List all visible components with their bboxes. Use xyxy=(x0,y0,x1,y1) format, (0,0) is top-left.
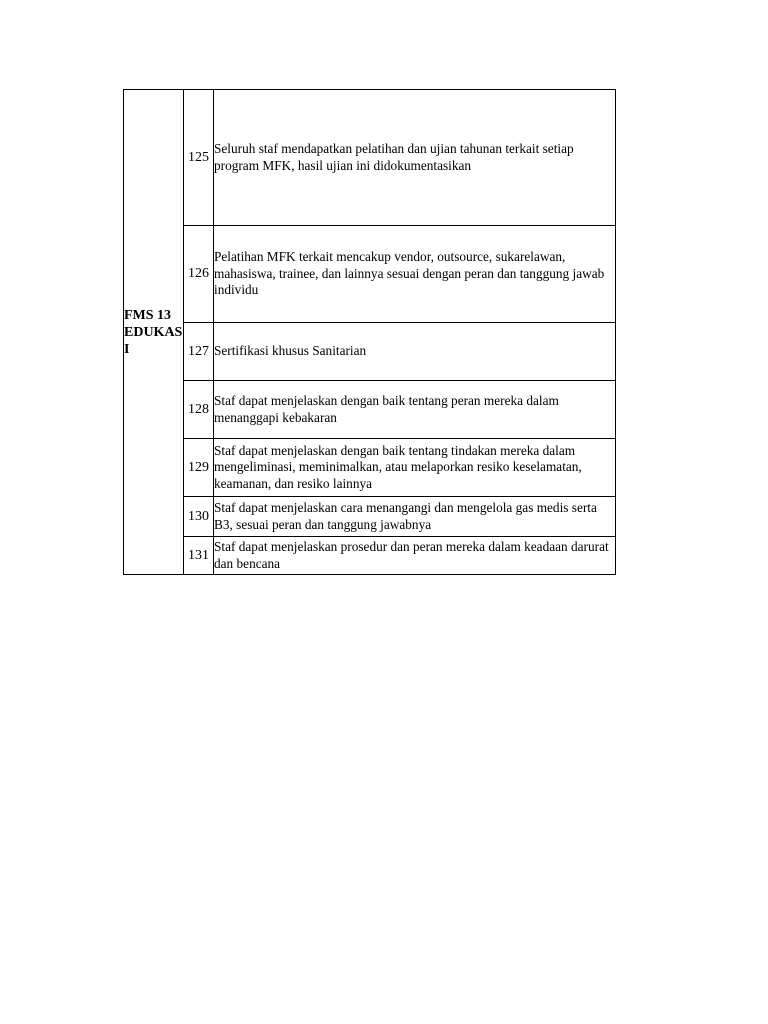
table-row xyxy=(124,439,616,497)
table-row xyxy=(124,497,616,537)
row-number: 130 xyxy=(184,497,214,537)
table-row xyxy=(124,537,616,575)
row-text: Staf dapat menjelaskan prosedur dan peran mereka dalam keadaan darurat dan bencana xyxy=(214,537,616,575)
row-number: 125 xyxy=(184,90,214,226)
row-text: Staf dapat menjelaskan dengan baik tentang tindakan mereka dalam mengeliminasi, meminimalkan, atau melaporkan resiko keselamatan, keamanan, dan resiko lainnya xyxy=(214,439,616,497)
table-row xyxy=(124,226,616,323)
table-row xyxy=(124,90,616,226)
row-text: Pelatihan MFK terkait mencakup vendor, outsource, sukarelawan, mahasiswa, trainee, dan lainnya sesuai dengan peran dan tanggung jawab individu xyxy=(214,226,616,323)
row-number: 128 xyxy=(184,381,214,439)
row-text: Staf dapat menjelaskan cara menangangi dan mengelola gas medis serta B3, sesuai peran dan tanggung jawabnya xyxy=(214,497,616,537)
row-number: 126 xyxy=(184,226,214,323)
row-number: 131 xyxy=(184,537,214,575)
table-row xyxy=(124,323,616,381)
row-text: Sertifikasi khusus Sanitarian xyxy=(214,323,616,381)
fms-edukasi-table xyxy=(123,89,616,575)
category-title: EDUKASI xyxy=(124,324,183,357)
row-number: 127 xyxy=(184,323,214,381)
category-cell xyxy=(124,90,184,575)
row-text: Staf dapat menjelaskan dengan baik tentang peran mereka dalam menanggapi kebakaran xyxy=(214,381,616,439)
table-row xyxy=(124,381,616,439)
row-number: 129 xyxy=(184,439,214,497)
row-text: Seluruh staf mendapatkan pelatihan dan ujian tahunan terkait setiap program MFK, hasil ujian ini didokumentasikan xyxy=(214,90,616,226)
category-code: FMS 13 xyxy=(124,307,172,323)
